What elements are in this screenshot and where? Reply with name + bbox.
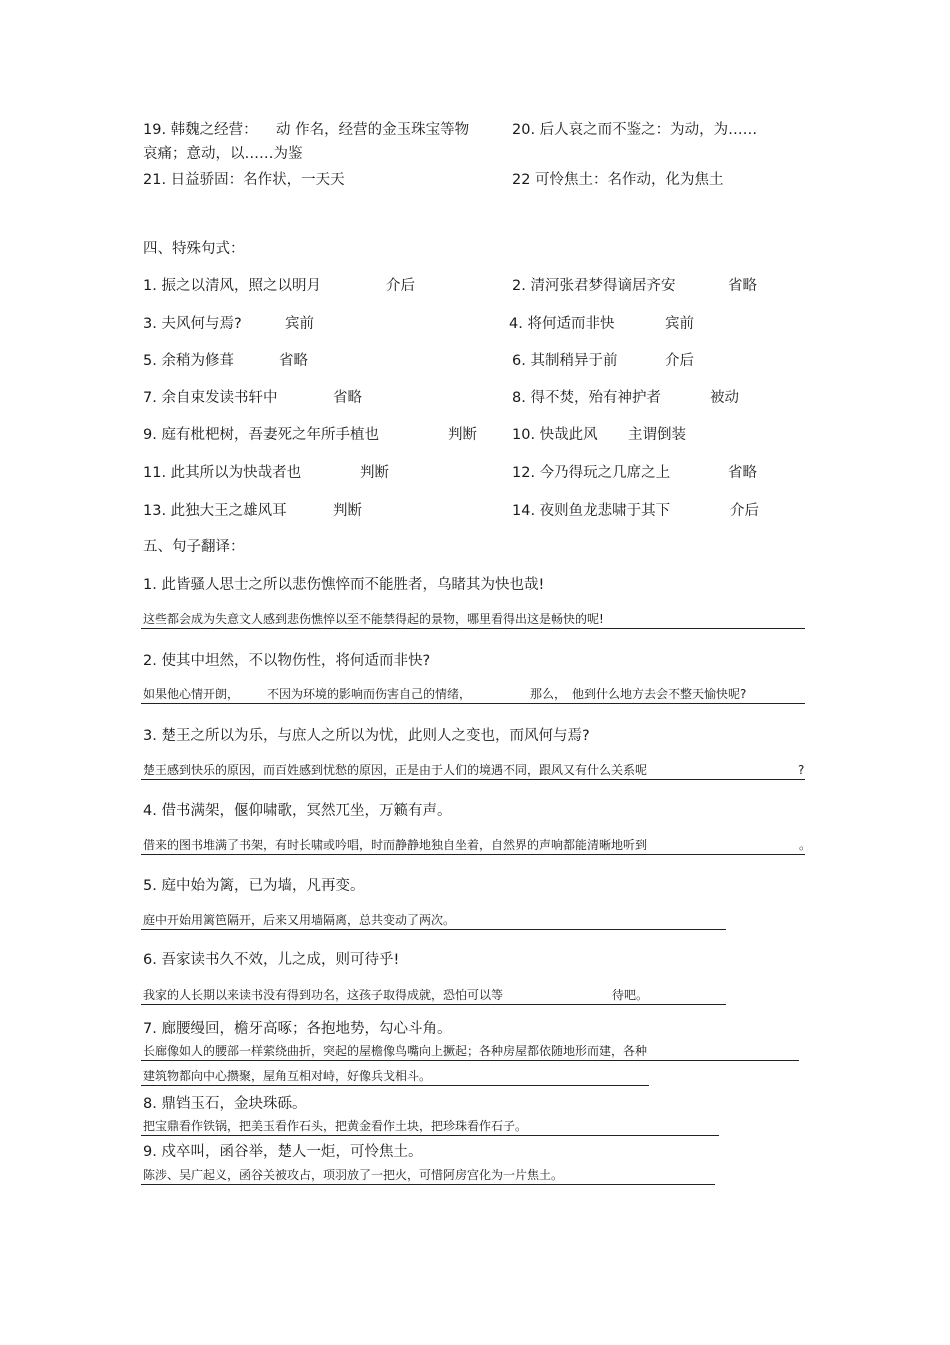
- translation-answer: 这些都会成为失意文人感到悲伤憔悴以至不能禁得起的景物，哪里看得出这是畅快的呢!: [143, 612, 604, 626]
- translation-question: 4. 借书满架，偃仰啸歌，冥然兀坐，万籁有声。: [143, 803, 452, 819]
- translation-answer: 陈涉、吴广起义，函谷关被攻占，项羽放了一把火，可惜阿房宫化为一片焦土。: [143, 1168, 564, 1182]
- sentence-text: 12. 今乃得玩之几席之上: [512, 465, 671, 481]
- translation-answer: 我家的人长期以来读书没有得到功名，这孩子取得成就，恐怕可以等: [143, 988, 504, 1002]
- translation-question: 5. 庭中始为篱，已为墙，凡再变。: [143, 878, 365, 894]
- translation-answer: 那么，: [530, 687, 567, 701]
- sentence-type: 宾前: [665, 316, 694, 332]
- sentence-text: 8. 得不焚，殆有神护者: [512, 390, 661, 406]
- answer-underline: [141, 854, 805, 855]
- sentence-text: 5. 余稍为修葺: [143, 353, 234, 369]
- translation-question: 9. 戍卒叫，函谷举，楚人一炬，可怜焦土。: [143, 1144, 423, 1160]
- sentence-text: 1. 振之以清风，照之以明月: [143, 278, 321, 294]
- sentence-type: 介后: [386, 278, 415, 294]
- sentence-text: 6. 其制稍异于前: [512, 353, 618, 369]
- section-heading-teshu: 四、特殊句式：: [143, 241, 245, 257]
- translation-answer: ?: [798, 763, 805, 777]
- item-20: 20. 后人哀之而不鉴之：为动，为……: [512, 122, 758, 138]
- translation-answer: 不因为环境的影响而伤害自己的情绪，: [267, 687, 472, 701]
- translation-question: 2. 使其中坦然，不以物伤性，将何适而非快?: [143, 653, 431, 669]
- answer-underline: [141, 628, 805, 629]
- answer-underline: [141, 1135, 719, 1136]
- translation-answer: 待吧。: [612, 988, 649, 1002]
- translation-question: 6. 吾家读书久不效，儿之成，则可待乎!: [143, 952, 400, 968]
- translation-answer: 他到什么地方去会不整天愉快呢?: [572, 687, 747, 701]
- translation-question: 3. 楚王之所以为乐，与庶人之所以为忧，此则人之变也，而风何与焉?: [143, 728, 590, 744]
- sentence-type: 省略: [728, 465, 757, 481]
- section-heading-fanyi: 五、句子翻译：: [143, 539, 245, 555]
- translation-answer: 建筑物都向中心攒聚，屋角互相对峙，好像兵戈相斗。: [143, 1069, 432, 1083]
- answer-underline: [141, 929, 726, 930]
- sentence-type: 介后: [665, 353, 694, 369]
- sentence-type: 判断: [360, 465, 389, 481]
- answer-underline: [141, 1184, 715, 1185]
- sentence-text: 2. 清河张君梦得谪居齐安: [512, 278, 676, 294]
- sentence-text: 11. 此其所以为快哉者也: [143, 465, 302, 481]
- answer-underline: [141, 1085, 649, 1086]
- sentence-text: 9. 庭有枇杷树，吾妻死之年所手植也: [143, 427, 379, 443]
- translation-answer: 长廊像如人的腰部一样萦绕曲折，突起的屋檐像鸟嘴向上撅起；各种房屋都依随地形而建，各种: [143, 1044, 648, 1058]
- sentence-type: 判断: [333, 503, 362, 519]
- sentence-type: 宾前: [285, 316, 314, 332]
- item-20-cont: 哀痛；意动，以……为鉴: [143, 146, 303, 162]
- translation-question: 1. 此皆骚人思士之所以悲伤憔悴而不能胜者，乌睹其为快也哉!: [143, 577, 545, 593]
- translation-answer: 借来的图书堆满了书架，有时长啸或吟唱，时而静静地独自坐着，自然界的声响都能清晰地听到: [143, 838, 648, 852]
- sentence-text: 10. 快哉此风: [512, 427, 598, 443]
- translation-answer: 庭中开始用篱笆隔开，后来又用墙隔离，总共变动了两次。: [143, 913, 456, 927]
- sentence-text: 14. 夜则鱼龙悲啸于其下: [512, 503, 671, 519]
- item-21: 21. 日益骄固：名作状，一天天: [143, 172, 345, 188]
- item-19-right: 动 作名，经营的金玉珠宝等物: [276, 122, 470, 138]
- sentence-type: 省略: [728, 278, 757, 294]
- translation-answer: 如果他心情开朗，: [143, 687, 240, 701]
- translation-question: 7. 廊腰缦回，檐牙高啄；各抱地势，勾心斗角。: [143, 1021, 452, 1037]
- item-22: 22 可怜焦土：名作动，化为焦土: [512, 172, 724, 188]
- answer-underline: [141, 1060, 799, 1061]
- sentence-type: 被动: [710, 390, 739, 406]
- answer-underline: [141, 703, 805, 704]
- sentence-text: 13. 此独大王之雄风耳: [143, 503, 287, 519]
- answer-underline: [141, 1004, 726, 1005]
- translation-answer: 。: [799, 838, 812, 852]
- answer-underline: [141, 779, 805, 780]
- translation-question: 8. 鼎铛玉石，金块珠砾。: [143, 1096, 307, 1112]
- translation-answer: 楚王感到快乐的原因，而百姓感到忧愁的原因，正是由于人们的境遇不同，跟风又有什么关系呢: [143, 763, 648, 777]
- sentence-text: 7. 余自束发读书轩中: [143, 390, 278, 406]
- sentence-text: 4. 将何适而非快: [509, 316, 615, 332]
- sentence-type: 判断: [448, 427, 477, 443]
- item-19-left: 19. 韩魏之经营：: [143, 122, 258, 138]
- sentence-type: 省略: [279, 353, 308, 369]
- sentence-text: 3. 夫风何与焉?: [143, 316, 242, 332]
- sentence-type: 主谓倒装: [628, 427, 686, 443]
- sentence-type: 省略: [333, 390, 362, 406]
- translation-answer: 把宝鼎看作铁锅，把美玉看作石头，把黄金看作土块，把珍珠看作石子。: [143, 1119, 528, 1133]
- sentence-type: 介后: [730, 503, 759, 519]
